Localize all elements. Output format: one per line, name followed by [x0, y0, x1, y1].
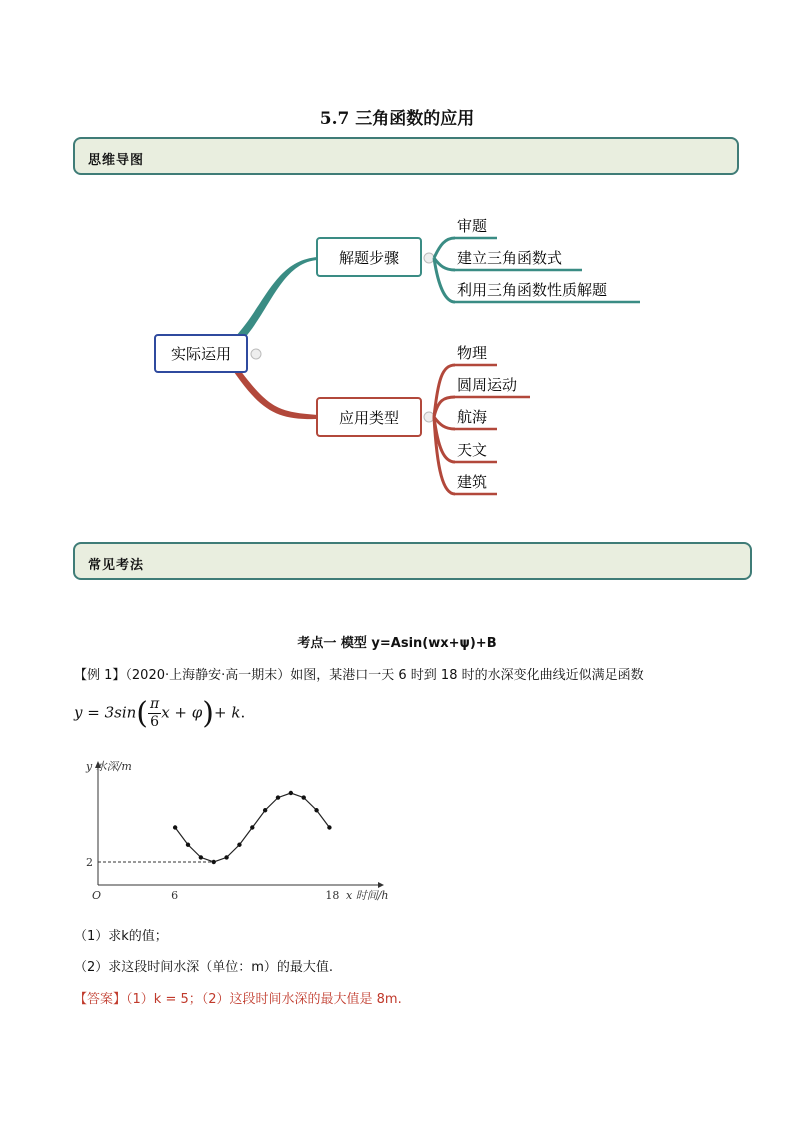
formula-tail: + k: [214, 703, 241, 722]
x-tick-label: 6: [171, 889, 179, 902]
formula-fraction: [148, 696, 161, 731]
y-axis-label: y 水深/m: [86, 760, 132, 773]
mindmap-leaf: 利用三角函数性质解题: [457, 281, 608, 299]
data-point: [327, 825, 331, 829]
mindmap-leaf: 航海: [457, 408, 488, 426]
section-header-label: 常见考法: [88, 558, 145, 573]
x-axis-label: x 时间/h: [346, 889, 389, 902]
question-1: （1）求k的值；: [74, 929, 168, 944]
answer-line: [74, 988, 402, 1007]
water-depth-chart: [80, 760, 400, 905]
data-point: [224, 855, 228, 859]
mindmap-branch-types: 应用类型: [338, 409, 400, 427]
kaodian-title: 考点一 模型 y=Asin(wx+ψ)+B: [297, 636, 497, 651]
mindmap-leaf: 物理: [457, 344, 488, 362]
data-point: [276, 795, 280, 799]
data-point: [289, 791, 293, 795]
section-header-common: [73, 542, 752, 580]
mindmap-leaf: 天文: [457, 441, 488, 459]
x-tick-label: 18: [325, 889, 340, 902]
data-point: [212, 860, 216, 864]
mindmap-leaf: 审题: [457, 217, 488, 235]
formula: y = 3sin( $\frac{\pi}{6}$ x + φ)+ k.: [74, 696, 246, 731]
collapse-handle-icon: [424, 253, 434, 263]
formula-lhs: y = 3sin: [74, 703, 137, 722]
data-point: [173, 825, 177, 829]
origin-label: O: [92, 889, 102, 902]
page-title: 5.7 三角函数的应用: [319, 109, 475, 129]
formula-denominator: 6: [150, 714, 160, 730]
section-header-mindmap: [73, 137, 739, 175]
data-point: [314, 808, 318, 812]
data-point: [186, 843, 190, 847]
example-line: [74, 664, 644, 683]
mindmap-leaf: 圆周运动: [457, 376, 518, 394]
formula-inner: x + φ: [161, 703, 203, 722]
data-point: [263, 808, 267, 812]
mindmap-leaf-connector: [434, 238, 455, 258]
answer-label: 【答案】: [74, 992, 127, 1007]
answer-text: （1）k = 5；（2）这段时间水深的最大值是 8m.: [126, 992, 402, 1007]
y-tick-label: 2: [86, 856, 93, 869]
example-label: 【例 1】: [74, 668, 126, 683]
mindmap-connector-lower: [234, 370, 318, 419]
mindmap-root: 实际运用: [170, 345, 232, 363]
data-point: [250, 825, 254, 829]
mindmap-leaf-connector: [434, 417, 455, 429]
mindmap-leaf-connector: [434, 258, 455, 302]
question-2: （2）求这段时间水深（单位：m）的最大值.: [74, 960, 334, 975]
example-text: 如图，某港口一天 6 时到 18 时的水深变化曲线近似满足函数: [290, 668, 644, 683]
data-point: [199, 855, 203, 859]
mindmap-branch-steps: 解题步骤: [338, 249, 400, 267]
section-header-label: 思维导图: [88, 153, 145, 168]
x-axis-arrow-icon: [378, 882, 384, 888]
formula-period: .: [240, 703, 246, 722]
mindmap-leaf: 建筑: [457, 473, 488, 491]
collapse-handle-icon: [424, 412, 434, 422]
collapse-handle-icon: [251, 349, 261, 359]
formula-numerator: π: [150, 696, 160, 712]
example-source: （2020·上海静安·高一期末）: [125, 668, 291, 683]
mind-map: [140, 200, 660, 510]
data-point: [302, 795, 306, 799]
mindmap-leaf: 建立三角函数式: [457, 249, 563, 267]
mindmap-connector-upper: [235, 257, 318, 340]
data-point: [237, 843, 241, 847]
